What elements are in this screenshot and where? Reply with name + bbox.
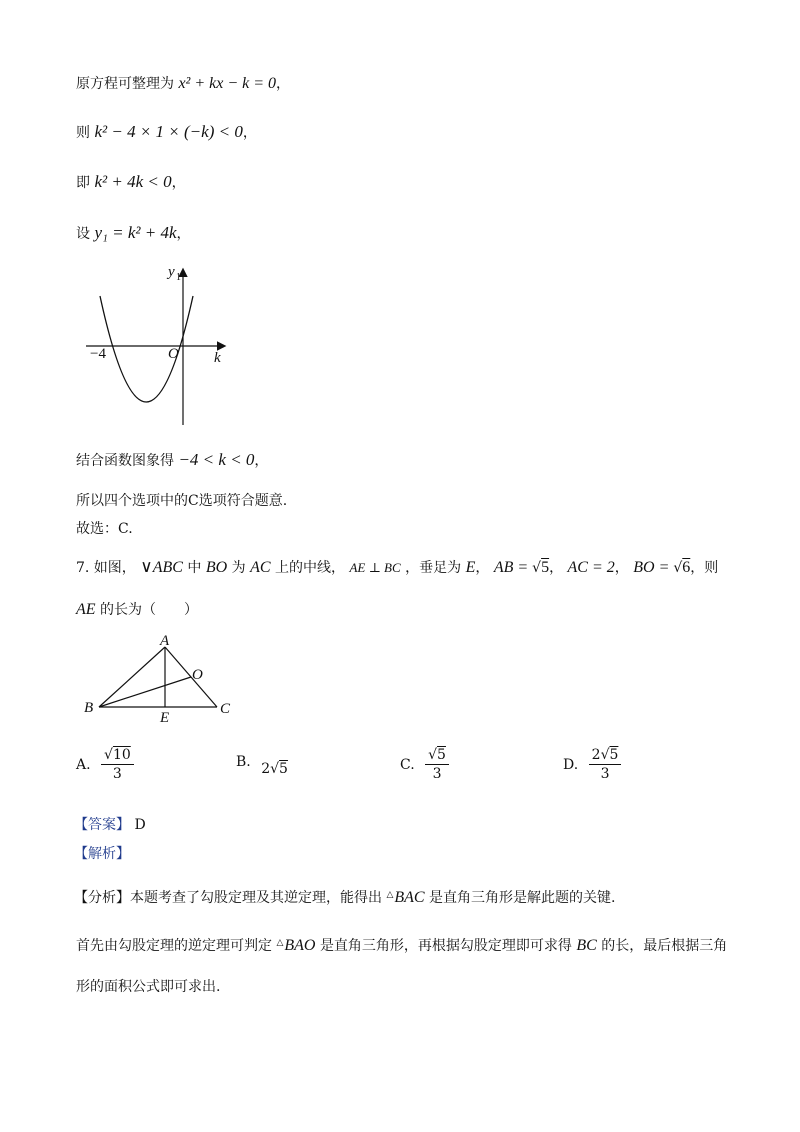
x-axis-label: k: [214, 350, 221, 366]
label-e: E: [160, 710, 170, 726]
inequality-expression: k² + 4k < 0: [94, 172, 172, 191]
equation-expression: x² + kx − k = 0: [178, 75, 277, 92]
step-discriminant: 则 k² − 4 × 1 × (−k) < 0，: [76, 122, 257, 141]
label-o: O: [192, 667, 203, 683]
step-combine: 结合函数图象得 −4 < k < 0，: [76, 450, 269, 469]
option-d[interactable]: D. $\frac{2√5}{3}$: [563, 747, 621, 782]
option-c[interactable]: C. $\frac{√5}{3}$: [400, 747, 449, 782]
y-axis-label: y: [168, 264, 175, 280]
label-a: A: [160, 633, 170, 649]
method-line-1: 首先由勾股定理的逆定理可判定 △BAO 是直角三角形，再根据勾股定理即可求得 BC 的长，最后根据三角: [76, 937, 728, 954]
let-expression: y₁ = k² + 4k: [94, 223, 177, 242]
option-b[interactable]: B. 2√5: [236, 754, 288, 777]
answer-line: 【答案】 D: [74, 817, 146, 833]
step-choice: 所以四个选项中的C选项符合题意.: [76, 493, 288, 509]
option-a[interactable]: A. $\frac{√10}{3}$: [76, 747, 134, 782]
parabola-graph: [80, 260, 250, 430]
side-ab: [99, 647, 165, 707]
step-let: 设 y₁ = k² + 4k，: [76, 223, 191, 242]
step-answer: 故选：C.: [76, 521, 133, 537]
problem-question: AE 的长为（ ）: [76, 601, 198, 618]
answer-value: D: [134, 817, 146, 833]
step-inequality: 即 k² + 4k < 0，: [76, 172, 186, 191]
parabola-curve: [100, 296, 193, 402]
origin-label: O: [168, 346, 179, 362]
combine-expression: −4 < k < 0: [178, 450, 255, 469]
problem-statement: 7. 如图， ∨ABC 中 BO 为 AC 上的中线， AE ⊥ BC ，垂足为 E， AB = √5， AC = 2， BO = √6，则: [76, 557, 719, 577]
method-line-2: 形的面积公式即可求出.: [76, 979, 221, 995]
neg4-label: −4: [90, 346, 106, 362]
triangle-figure: [80, 632, 250, 732]
triangle-symbol: ∨: [140, 557, 153, 577]
fenxi-line: 【分析】本题考查了勾股定理及其逆定理，能得出 △BAC 是直角三角形是解此题的关键.: [74, 889, 616, 906]
step-equation: 原方程可整理为 x² + kx − k = 0，: [76, 75, 291, 92]
discriminant-expression: k² − 4 × 1 × (−k) < 0: [94, 122, 243, 141]
label-c: C: [220, 701, 231, 717]
analysis-heading: 【解析】: [74, 846, 130, 862]
y-axis-subscript: 1: [176, 272, 181, 283]
segment-bo: [99, 677, 191, 707]
label-b: B: [84, 700, 94, 716]
